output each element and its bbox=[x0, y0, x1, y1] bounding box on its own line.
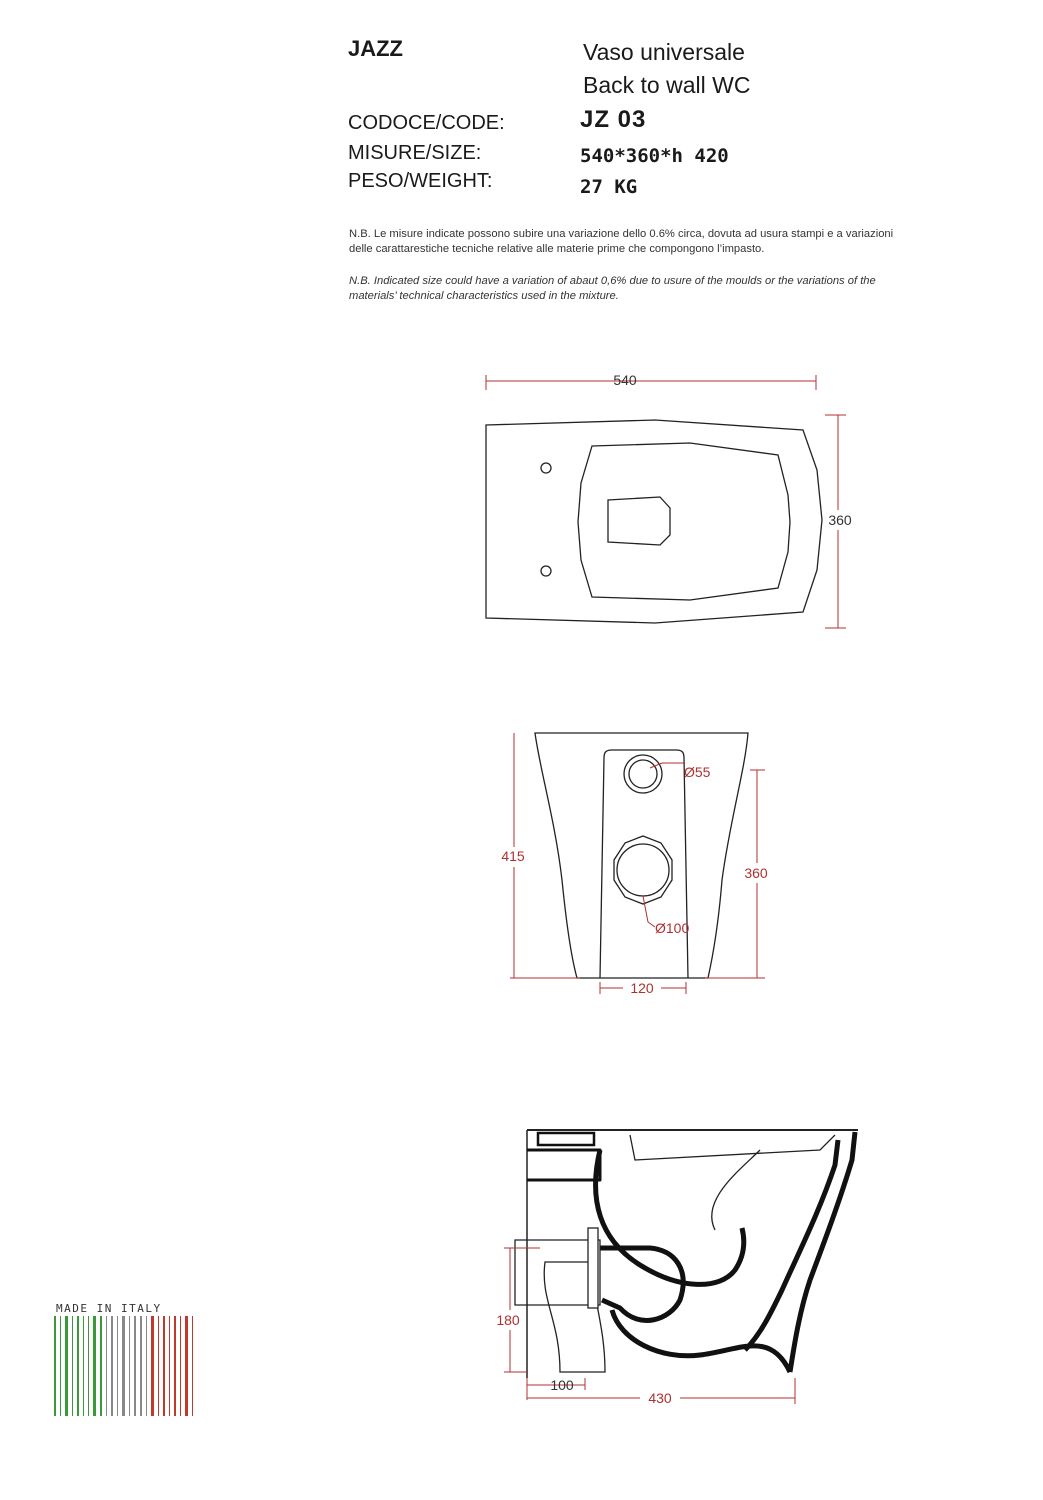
barcode-stripe bbox=[129, 1316, 130, 1416]
weight-label: PESO/WEIGHT: bbox=[348, 170, 493, 192]
spacing-label: 120 bbox=[630, 980, 654, 996]
size-value: 540*360*h 420 bbox=[580, 145, 729, 167]
outlet-label: Ø100 bbox=[655, 920, 690, 936]
barcode-stripe bbox=[163, 1316, 165, 1416]
made-in-italy-badge bbox=[54, 1302, 193, 1416]
note-italian-line2: delle carattarestiche tecniche relative alle materie prime che compongono l’impasto. bbox=[349, 243, 765, 255]
weight-value: 27 KG bbox=[580, 176, 638, 198]
barcode-stripe bbox=[100, 1316, 102, 1416]
size-label: MISURE/SIZE: bbox=[348, 142, 482, 164]
top-view-drawing bbox=[486, 372, 856, 628]
barcode-stripe bbox=[88, 1316, 89, 1416]
note-english-line2: materials’ technical characteristics used in the mixture. bbox=[349, 290, 619, 302]
barcode-stripe bbox=[134, 1316, 136, 1416]
side-depth-label: 430 bbox=[648, 1390, 672, 1406]
barcode-stripe bbox=[54, 1316, 56, 1416]
barcode-stripe bbox=[60, 1316, 61, 1416]
trap-curve bbox=[600, 1248, 683, 1320]
barcode-stripe bbox=[169, 1316, 170, 1416]
barcode-stripe bbox=[180, 1316, 181, 1416]
barcode-stripe bbox=[158, 1316, 159, 1416]
barcode-stripe bbox=[106, 1316, 107, 1416]
top-view-outline bbox=[486, 420, 822, 623]
seat-hole-top bbox=[541, 463, 551, 473]
barcode-stripe bbox=[140, 1316, 142, 1416]
side-outlet-offset-label: 100 bbox=[550, 1377, 574, 1393]
outlet-inner bbox=[617, 844, 669, 896]
side-outlet-height-label: 180 bbox=[496, 1312, 520, 1328]
rear-view-outline bbox=[535, 733, 748, 978]
rear-view-drawing bbox=[496, 733, 774, 996]
barcode-stripe bbox=[72, 1316, 73, 1416]
inlet-label: Ø55 bbox=[684, 764, 711, 780]
top-view-seat bbox=[578, 443, 790, 600]
code-value: JZ 03 bbox=[580, 106, 647, 133]
barcode-stripe bbox=[65, 1316, 68, 1416]
side-section-drawing bbox=[491, 1130, 858, 1406]
inlet-outer bbox=[624, 755, 662, 793]
rear-view-channel-left bbox=[600, 758, 604, 978]
barcode-stripe bbox=[192, 1316, 193, 1416]
barcode-stripe bbox=[151, 1316, 154, 1416]
outlet-outer bbox=[614, 836, 672, 904]
bowl-curve bbox=[596, 1150, 744, 1284]
barcode-stripes bbox=[54, 1316, 193, 1416]
made-in-italy-text: MADE IN ITALY bbox=[56, 1302, 162, 1315]
top-view-width-label: 540 bbox=[613, 372, 637, 388]
note-english-line1: N.B. Indicated size could have a variation of abaut 0,6% due to usure of the moulds or the variations of the bbox=[349, 275, 876, 287]
seat-hole-bottom bbox=[541, 566, 551, 576]
barcode-stripe bbox=[122, 1316, 125, 1416]
top-view-bowl-opening bbox=[608, 497, 670, 545]
barcode-stripe bbox=[111, 1316, 113, 1416]
bowl-top-inner bbox=[630, 1135, 835, 1160]
barcode-stripe bbox=[146, 1316, 147, 1416]
barcode-stripe bbox=[117, 1316, 118, 1416]
barcode-stripe bbox=[185, 1316, 188, 1416]
rear-view-channel-right bbox=[604, 750, 688, 978]
seat-hinge-block bbox=[538, 1133, 594, 1145]
bowl-inner-line bbox=[712, 1150, 760, 1230]
outlet-height-label: 360 bbox=[744, 865, 768, 881]
note-italian-line1: N.B. Le misure indicate possono subire una variazione dello 0.6% circa, dovuta ad usura stampi e a variazioni bbox=[349, 228, 894, 240]
barcode-stripe bbox=[83, 1316, 84, 1416]
height-label: 415 bbox=[501, 848, 525, 864]
outlet-flange bbox=[588, 1228, 598, 1308]
barcode-stripe bbox=[77, 1316, 79, 1416]
inlet-inner bbox=[629, 760, 657, 788]
barcode-stripe bbox=[174, 1316, 176, 1416]
product-title-line1: Vaso universale bbox=[583, 39, 745, 65]
top-view-depth-label: 360 bbox=[828, 512, 852, 528]
barcode-stripe bbox=[93, 1316, 96, 1416]
rear-chamber bbox=[527, 1150, 600, 1180]
product-title-line2: Back to wall WC bbox=[583, 72, 751, 98]
brand-name: JAZZ bbox=[348, 36, 403, 61]
code-label: CODOCE/CODE: bbox=[348, 112, 505, 134]
